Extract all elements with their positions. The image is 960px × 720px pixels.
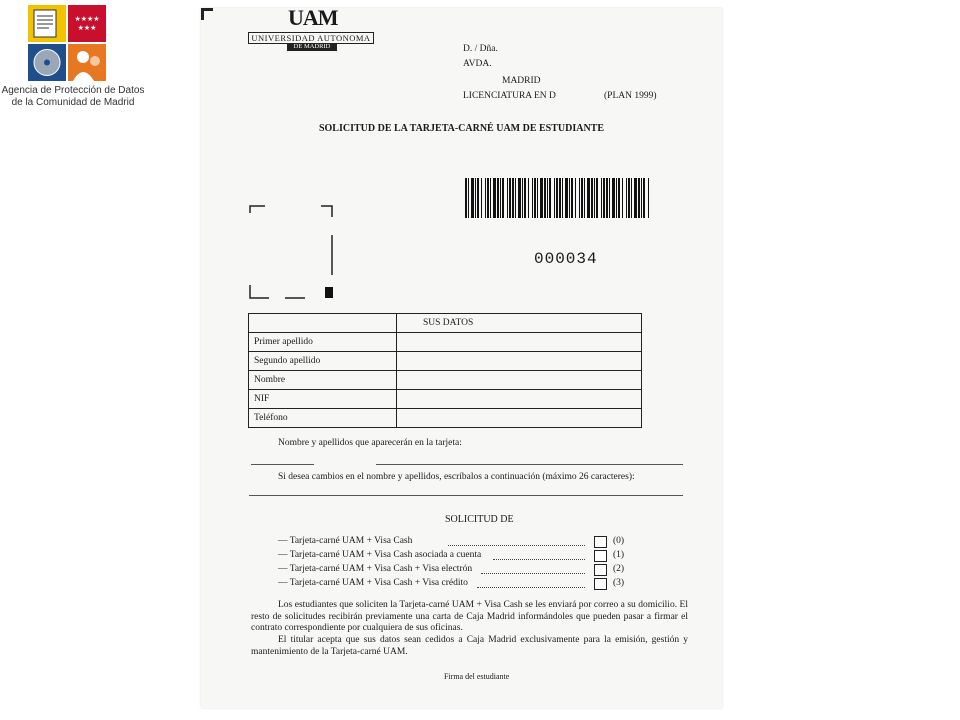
svg-text:★★★★: ★★★★ [74, 15, 100, 23]
svg-text:★★★: ★★★ [77, 24, 97, 32]
table-row [249, 352, 642, 371]
row-label: Teléfono [249, 409, 397, 428]
table-row [249, 390, 642, 409]
row-label: Nombre [249, 371, 397, 390]
scanned-document [201, 5, 722, 708]
option-code: (3) [613, 578, 625, 588]
row-label: Segundo apellido [249, 352, 397, 371]
change-instructions: Si desea cambios en el nombre y apellidos, escríbalos a continuación (máximo 26 caracteres): [278, 472, 635, 482]
address-line2: AVDA. [463, 59, 492, 69]
row-value [397, 409, 642, 428]
option-label: — Tarjeta-carné UAM + Visa Cash [278, 536, 413, 546]
change-line [249, 495, 683, 496]
agency-caption-line1: Agencia de Protección de Datos [1, 85, 145, 96]
option-checkbox[interactable] [594, 578, 607, 590]
option-code: (1) [613, 550, 625, 560]
option-label: — Tarjeta-carné UAM + Visa Cash asociada a cuenta [278, 550, 482, 560]
photo-placeholder [249, 205, 333, 299]
address-line3: MADRID [502, 76, 541, 86]
row-label: Primer apellido [249, 333, 397, 352]
agency-caption-line2: de la Comunidad de Madrid [11, 97, 135, 108]
option-leader [481, 565, 585, 574]
corner-mark [201, 8, 213, 20]
request-heading: SOLICITUD DE [445, 514, 514, 525]
address-line4-prefix: LICENCIATURA EN D [463, 91, 556, 101]
row-label: NIF [249, 390, 397, 409]
address-line4-suffix: (PLAN 1999) [604, 91, 657, 101]
table-row [249, 371, 642, 390]
option-checkbox[interactable] [594, 564, 607, 576]
paragraph-consent: El titular acepta que sus datos sean cedidos a Caja Madrid exclusivamente para la emisión, gestión y mantenimiento de la Tarjeta-carné UAM. [251, 635, 688, 657]
option-checkbox[interactable] [594, 536, 607, 548]
row-value [397, 333, 642, 352]
option-leader [448, 537, 585, 546]
agency-logo-icon [28, 5, 108, 83]
personal-data-table [248, 313, 642, 428]
option-leader [493, 551, 585, 560]
option-leader [477, 579, 585, 588]
row-value [397, 390, 642, 409]
table-header-empty [249, 314, 397, 333]
option-code: (2) [613, 564, 625, 574]
row-value [397, 371, 642, 390]
table-header: SUS DATOS [397, 314, 642, 333]
name-on-card-label: Nombre y apellidos que aparecerán en la tarjeta: [278, 438, 462, 448]
name-line-right [376, 464, 683, 465]
paragraph-shipping: Los estudiantes que soliciten la Tarjeta-carné UAM + Visa Cash se les enviará por correo a su domicilio. El resto de solicitudes recibirán previamente una carta de Caja Madrid informándoles que pueden pasar a firmar el contrato correspondiente por cualquiera de sus oficinas. [251, 600, 688, 633]
option-checkbox[interactable] [594, 550, 607, 562]
form-title: SOLICITUD DE LA TARJETA-CARNÉ UAM DE ESTUDIANTE [318, 123, 605, 134]
serial-number: 000034 [534, 250, 598, 268]
table-header-row [249, 314, 642, 333]
signature-label: Firma del estudiante [444, 672, 510, 681]
barcode [465, 178, 649, 218]
option-label: — Tarjeta-carné UAM + Visa Cash + Visa crédito [278, 578, 468, 588]
university-name: UNIVERSIDAD AUTONOMA [248, 32, 374, 44]
uam-logo: UAM [288, 5, 338, 30]
option-code: (0) [613, 536, 625, 546]
option-label: — Tarjeta-carné UAM + Visa Cash + Visa electrón [278, 564, 473, 574]
table-row [249, 409, 642, 428]
row-value [397, 352, 642, 371]
table-row [249, 333, 642, 352]
university-sub: DE MADRID [287, 43, 337, 51]
address-line1: D. / Dña. [463, 44, 498, 54]
name-line-left [251, 464, 314, 465]
